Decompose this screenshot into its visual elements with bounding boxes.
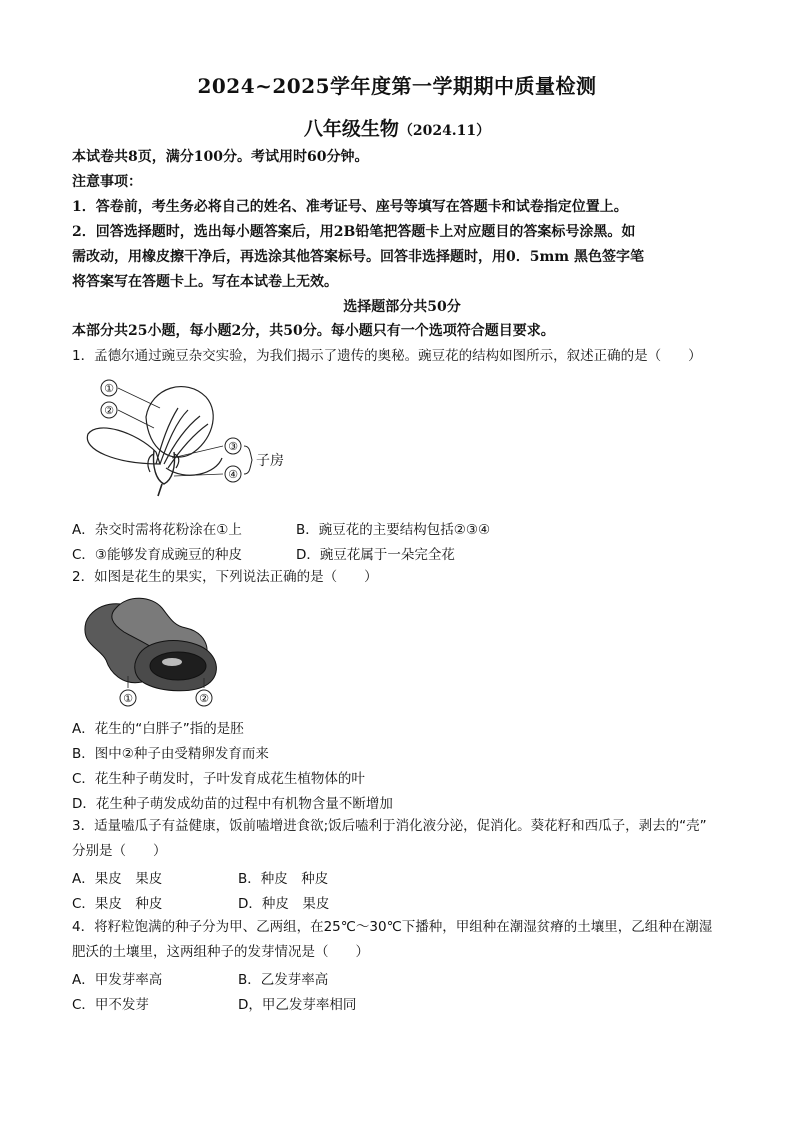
ovary-label: 子房 <box>256 453 284 469</box>
question-1-option-c: C．③能够发育成豌豆的种皮 <box>72 547 243 563</box>
exam-date: （2024.11） <box>398 123 491 139</box>
question-3-option-c: C．果皮 种皮 <box>72 896 163 912</box>
notice-item-2: 2．回答选择题时，选出每小题答案后，用2B铅笔把答题卡上对应题目的答案标号涂黑。如 <box>72 224 636 240</box>
peanut-label-1: ① <box>123 692 133 705</box>
exam-info: 本试卷共8页，满分100分。考试用时60分钟。 <box>72 149 369 165</box>
question-4-stem: 4．将籽粒饱满的种子分为甲、乙两组，在25℃～30℃下播种，甲组种在潮湿贫瘠的土壤里，乙组种在潮湿 <box>72 919 713 935</box>
notice-item-2-cont: 需改动，用橡皮擦干净后，再选涂其他答案标号。回答非选择题时，用0．5mm 黑色签字笔 <box>72 249 644 265</box>
exam-subtitle <box>0 114 794 141</box>
question-1-option-a: A．杂交时需将花粉涂在①上 <box>72 522 242 538</box>
label-line-1 <box>118 388 160 408</box>
ovary-bracket <box>244 446 252 474</box>
question-2-option-b: B．图中②种子由受精卵发育而来 <box>72 746 269 762</box>
question-1-option-d: D．豌豆花属于一朵完全花 <box>296 547 455 563</box>
notice-item-1: 1．答卷前，考生务必将自己的姓名、准考证号、座号等填写在答题卡和试卷指定位置上。 <box>72 199 628 215</box>
notice-item-2-end: 将答案写在答题卡上。写在本试卷上无效。 <box>72 274 338 290</box>
question-4-option-d: D，甲乙发芽率相同 <box>238 997 357 1013</box>
question-2-stem: 2．如图是花生的果实，下列说法正确的是（ ） <box>72 569 378 585</box>
subject-label: 八年级生物 <box>303 118 399 140</box>
peanut-seed <box>150 652 206 680</box>
label-2: ② <box>104 404 114 417</box>
question-4-option-b: B．乙发芽率高 <box>238 972 329 988</box>
question-3-stem-cont: 分别是（ ） <box>72 843 167 859</box>
notice-title: 注意事项： <box>72 174 142 190</box>
question-2-option-d: D．花生种子萌发成幼苗的过程中有机物含量不断增加 <box>72 796 393 812</box>
question-1-stem: 1．孟德尔通过豌豆杂交实验，为我们揭示了遗传的奥秘。豌豆花的结构如图所示，叙述正确的是（ ） <box>72 348 702 364</box>
question-3-option-b: B．种皮 种皮 <box>238 871 329 887</box>
question-4-option-c: C．甲不发芽 <box>72 997 149 1013</box>
peanut-label-2: ② <box>199 692 209 705</box>
question-4-option-a: A．甲发芽率高 <box>72 972 163 988</box>
exam-title: 2024~2025学年度第一学期期中质量检测 <box>197 74 597 98</box>
question-2-option-c: C．花生种子萌发时，子叶发育成花生植物体的叶 <box>72 771 365 787</box>
label-3: ③ <box>228 440 238 453</box>
question-2-option-a: A．花生的“白胖子”指的是胚 <box>72 721 244 737</box>
peanut-figure <box>76 592 226 712</box>
pea-flower-stamens <box>156 408 208 468</box>
pea-flower-petal-upper <box>146 387 213 458</box>
pea-flower-stem <box>158 484 162 496</box>
label-1: ① <box>104 382 114 395</box>
question-3-option-d: D．种皮 果皮 <box>238 896 330 912</box>
section-title: 选择题部分共50分 <box>343 299 461 315</box>
question-1-option-b: B．豌豆花的主要结构包括②③④ <box>296 522 491 538</box>
question-4-stem-cont: 肥沃的土壤里，这两组种子的发芽情况是（ ） <box>72 944 369 960</box>
section-description: 本部分共25小题，每小题2分，共50分。每小题只有一个选项符合题目要求。 <box>72 323 555 339</box>
label-4: ④ <box>228 468 238 481</box>
pea-flower-figure <box>76 372 296 500</box>
seed-highlight <box>162 658 182 666</box>
question-3-stem: 3．适量嗑瓜子有益健康，饭前嗑增进食欲;饭后嗑利于消化液分泌，促消化。葵花籽和西瓜子，剥去的“壳” <box>72 818 707 834</box>
label-line-2 <box>118 410 154 428</box>
question-3-option-a: A．果皮 果皮 <box>72 871 163 887</box>
